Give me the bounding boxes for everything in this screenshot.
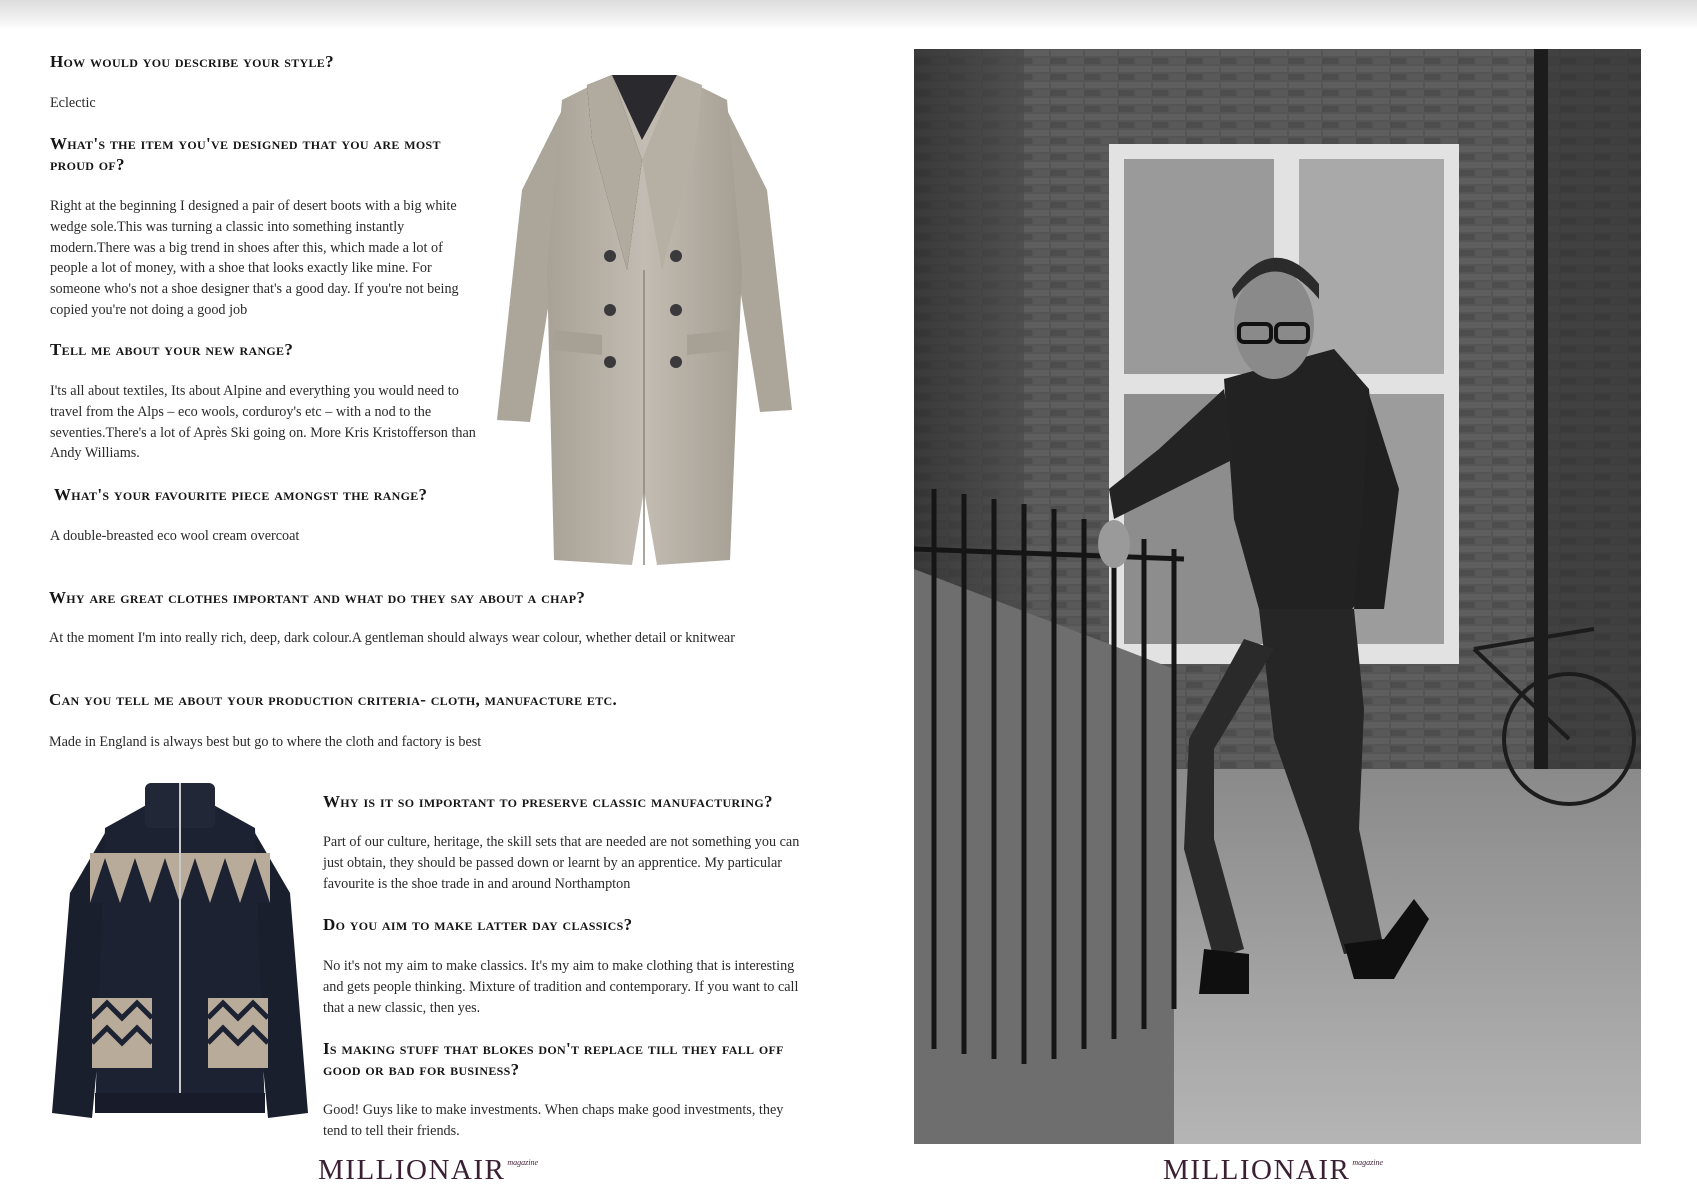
answer-style: Eclectic (50, 95, 96, 111)
answer-production: Made in England is always best but go to where the cloth and factory is best (49, 734, 482, 750)
question-classic-manufacturing: Why is it so important to preserve classic manufacturing? (323, 792, 773, 811)
answer-proud-item: Right at the beginning I designed a pair of desert boots with a big white wedge sole.This was turning a classic into something instantly modern.There was a big trend in shoes after this, which made a lot of people a lot of money, with a shoe that looks exactly like mine. For someone who's not a shoe designer that's a good day. If you're not being copied you're not doing a good job (50, 198, 459, 318)
question-proud-item: What's the item you've designed that you are most proud of? (50, 134, 441, 174)
answer-new-range: I'ts all about textiles, Its about Alpine and everything you would need to travel from the Alps – eco wools, corduroy's etc – with a nod to the seventies.There's a lot of Après Ski going on. More Kris Kristofferson than Andy Williams. (50, 383, 476, 462)
question-latter-day-classics: Do you aim to make latter day classics? (323, 915, 633, 934)
question-favourite-piece: What's your favourite piece amongst the range? (54, 485, 428, 504)
knit-cardigan-image (50, 783, 310, 1133)
answer-latter-day-classics: No it's not my aim to make classics. It's my aim to make clothing that is interesting and gets people thinking. Mixture of tradition and contemporary. If you want to call that a new classic, then yes. (323, 958, 799, 1016)
page-top-shadow (0, 0, 1697, 30)
question-style: How would you describe your style? (50, 52, 334, 71)
answer-great-clothes: At the moment I'm into really rich, deep, dark colour.A gentleman should always wear colour, whether detail or knitwear (49, 630, 735, 646)
answer-business: Good! Guys like to make investments. When chaps make good investments, they tend to tell their friends. (323, 1102, 784, 1139)
left-magazine-logo: MILLIONAIR $^{magazine}$ (318, 1154, 539, 1186)
overcoat-image (492, 70, 797, 570)
answer-favourite-piece: A double-breasted eco wool cream overcoat (50, 528, 300, 544)
question-new-range: Tell me about your new range? (50, 340, 294, 359)
question-great-clothes: Why are great clothes important and what do they say about a chap? (49, 588, 586, 607)
right-magazine-logo: MILLIONAIR $^{magazine}$ (1163, 1154, 1384, 1186)
question-production: Can you tell me about your production criteria- cloth, manufacture etc. (49, 690, 618, 709)
portrait-photo (914, 49, 1641, 1144)
question-business: Is making stuff that blokes don't replace till they fall off good or bad for business? (323, 1039, 784, 1079)
answer-classic-manufacturing: Part of our culture, heritage, the skill sets that are needed are not something you can just obtain, they should be passed down or learnt by an apprentice. My particular favourite is the shoe trade in and around Northampton (323, 834, 800, 892)
